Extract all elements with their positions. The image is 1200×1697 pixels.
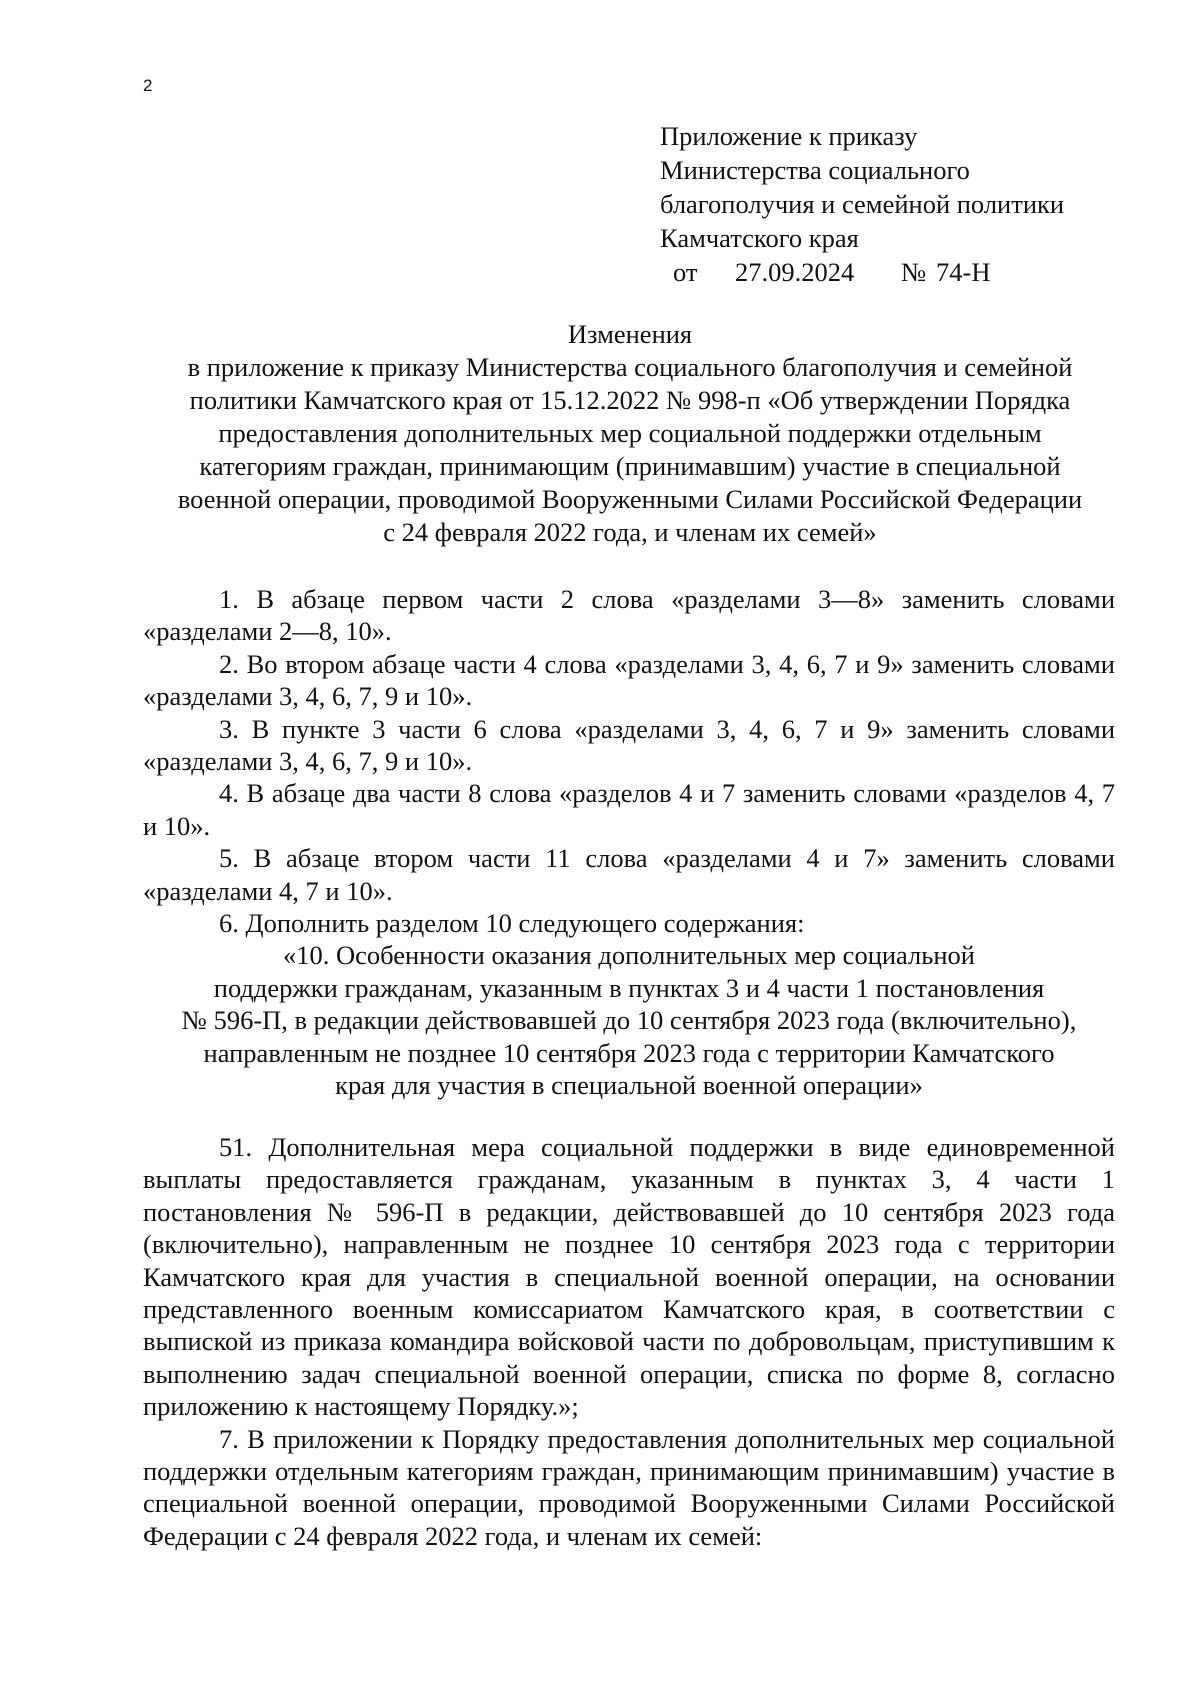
section10-heading-line: «10. Особенности оказания дополнительных мер социальной <box>283 940 975 971</box>
amendment-item-2: 2. Во втором абзаце части 4 слова «разделами 3, 4, 6, 7 и 9» заменить словами «разделами 3, 4, 6, 7, 9 и 10». <box>143 648 1115 712</box>
heading-line: предоставления дополнительных мер социальной поддержки отдельным <box>218 418 1042 448</box>
document-heading <box>140 318 1120 549</box>
amendment-item-5: 5. В абзаце втором части 11 слова «разделами 4 и 7» заменить словами «разделами 4, 7 и 10». <box>143 843 1115 906</box>
heading-line: в приложение к приказу Министерства социального благополучия и семейной <box>187 352 1073 382</box>
approval-line: Министерства социального <box>660 155 970 185</box>
page-number: 2 <box>143 76 153 95</box>
number-prefix: № <box>901 257 927 287</box>
approval-line: благополучия и семейной политики <box>660 189 1065 219</box>
order-date-number <box>673 255 1064 289</box>
amendment-item-1: 1. В абзаце первом части 2 слова «разделами 3—8» заменить словами «разделами 2—8, 10». <box>143 584 1115 647</box>
order-date: 27.09.2024 <box>735 257 855 287</box>
order-number: 74-Н <box>936 257 991 287</box>
heading-title: Изменения <box>567 319 693 349</box>
heading-line: категориям граждан, принимающим (принимавшим) участие в специальной <box>199 451 1061 481</box>
amendments-continued <box>143 1131 1115 1552</box>
date-prefix: от <box>673 257 698 287</box>
heading-line: военной операции, проводимой Вооруженными Силами Российской Федерации <box>177 484 1083 514</box>
section10-heading-line: № 596-П, в редакции действовавшей до 10 сентября 2023 года (включительно), <box>181 1005 1077 1036</box>
amendment-item-7: 7. В приложении к Порядку предоставления дополнительных мер социальной поддержки отдельным категориям граждан, принимающим принимавшим) участие в специальной военной операции, проводимой Вооруженными Силами Российской Федерации с 24 февраля 2022 года, и членам их семей: <box>143 1423 1115 1551</box>
amendment-item-6: 6. Дополнить разделом 10 следующего содержания: <box>219 908 805 939</box>
approval-line: Камчатского края <box>660 223 859 253</box>
section10-heading-line: края для участия в специальной военной операции» <box>335 1070 923 1101</box>
approval-line: Приложение к приказу <box>660 121 918 151</box>
amendment-item-4: 4. В абзаце два части 8 слова «разделов 4 и 7 заменить словами «разделов 4, 7 и 10». <box>143 778 1115 841</box>
heading-line: политики Камчатского края от 15.12.2022 № 998-п «Об утверждении Порядка <box>189 385 1071 415</box>
amendment-item-3: 3. В пункте 3 части 6 слова «разделами 3, 4, 6, 7 и 9» заменить словами «разделами 3, 4, 6, 7, 9 и 10». <box>143 713 1115 777</box>
heading-line: с 24 февраля 2022 года, и членам их семей» <box>383 517 877 547</box>
approval-block <box>660 119 1064 289</box>
section10-heading <box>143 939 1115 1101</box>
section10-heading-line: направленным не позднее 10 сентября 2023 года с территории Камчатского <box>203 1037 1055 1068</box>
section10-heading-line: поддержки гражданам, указанным в пунктах 3 и 4 части 1 постановления <box>213 972 1045 1003</box>
amendments-list <box>143 583 1115 1102</box>
paragraph-51: 51. Дополнительная мера социальной поддержки в виде единовременной выплаты предоставляется гражданам, указанным в пунктах 3, 4 части 1 постановления № 596-П в редакции, действовавшей до 10 сентября 2023 года (включительно), направленным не позднее 10 сентября 2023 года с территории Камчатского края для участия в специальной военной операции, на основании представленного военным комиссариатом Камчатского края, в соответствии с выпиской из приказа командира войсковой части по добровольцам, приступившим к выполнению задач специальной военной операции, списка по форме 8, согласно приложению к настоящему Порядку.»; <box>143 1132 1115 1422</box>
